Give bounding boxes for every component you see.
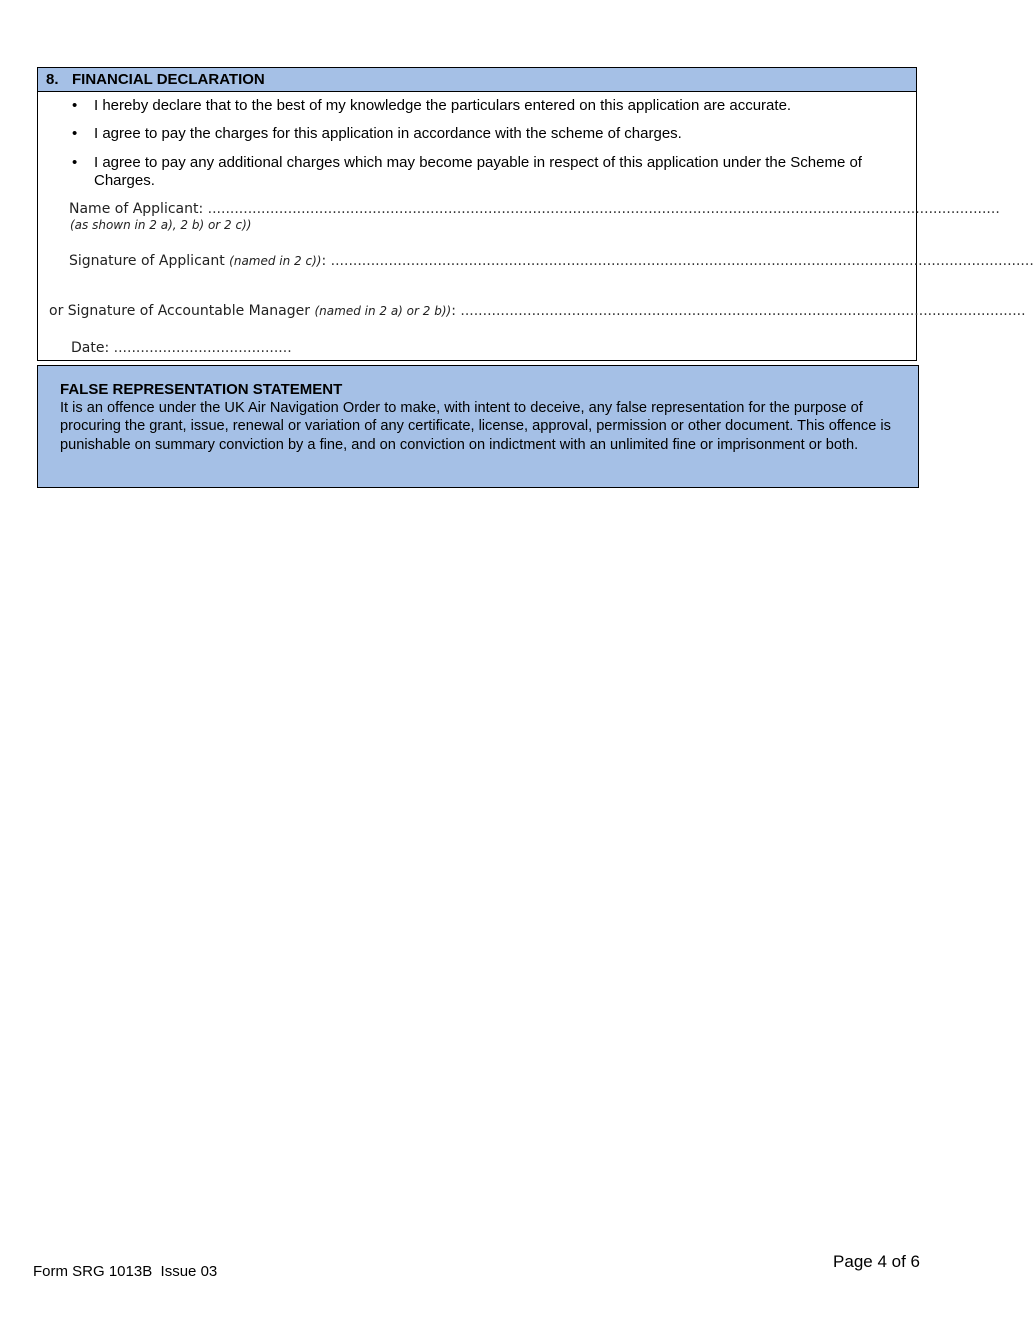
name-of-applicant-hint: (as shown in 2 a), 2 b) or 2 c)) (70, 218, 252, 232)
signature-of-applicant-hint: (named in 2 c)) (229, 254, 322, 268)
signature-of-accountable-manager-field[interactable] (49, 303, 1026, 319)
declaration-item (72, 97, 914, 115)
label-colon: : (321, 253, 327, 269)
date-fill-line: ........................................ (113, 340, 292, 356)
declaration-item (72, 154, 914, 190)
date-field[interactable] (71, 340, 371, 356)
signature-of-applicant-label: Signature of Applicant (69, 253, 225, 269)
statement-title: FALSE REPRESENTATION STATEMENT (60, 381, 343, 398)
section-title: FINANCIAL DECLARATION (72, 71, 265, 88)
date-label: Date: (71, 340, 110, 356)
name-of-applicant-field[interactable] (69, 201, 1000, 217)
fill-line: .................................................................................................................................................................................. (207, 201, 1000, 217)
financial-declaration-section (37, 67, 1034, 361)
accountable-manager-label: or Signature of Accountable Manager (49, 303, 311, 319)
statement-body: It is an offence under the UK Air Navigation Order to make, with intent to deceive, any false representation for the purpose of procuring the grant, issue, renewal or variation of any certificate, license, approval, permission or other document. This offence is punishable on summary conviction by a fine, and on conviction on indictment with an unlimited fine or imprisonment or both. (60, 400, 891, 453)
declaration-item (72, 125, 914, 143)
section-header (38, 68, 916, 92)
bullet-icon: • (72, 154, 78, 171)
page-number: Page 4 of 6 (833, 1252, 920, 1271)
label-colon: : (451, 303, 456, 319)
signature-of-applicant-field[interactable] (69, 253, 1034, 269)
false-representation-statement (37, 365, 919, 488)
bullet-icon: • (72, 125, 78, 142)
fill-line: ............................................................................................................................... (460, 303, 1026, 319)
declaration-text: I hereby declare that to the best of my knowledge the particulars entered on this application are accurate. (94, 97, 792, 114)
declaration-text: I agree to pay the charges for this application in accordance with the scheme of charges. (94, 125, 682, 142)
bullet-icon: • (72, 97, 78, 114)
name-of-applicant-label: Name of Applicant: (69, 201, 204, 217)
declaration-text: I agree to pay any additional charges which may become payable in respect of this application under the Scheme of Charges. (94, 154, 862, 189)
form-identifier: Form SRG 1013B Issue 03 (33, 1263, 218, 1280)
fill-line: .............................................................................................................................................................. (330, 253, 1034, 269)
section-number: 8. (46, 71, 59, 88)
accountable-manager-hint: (named in 2 a) or 2 b)) (314, 304, 452, 318)
